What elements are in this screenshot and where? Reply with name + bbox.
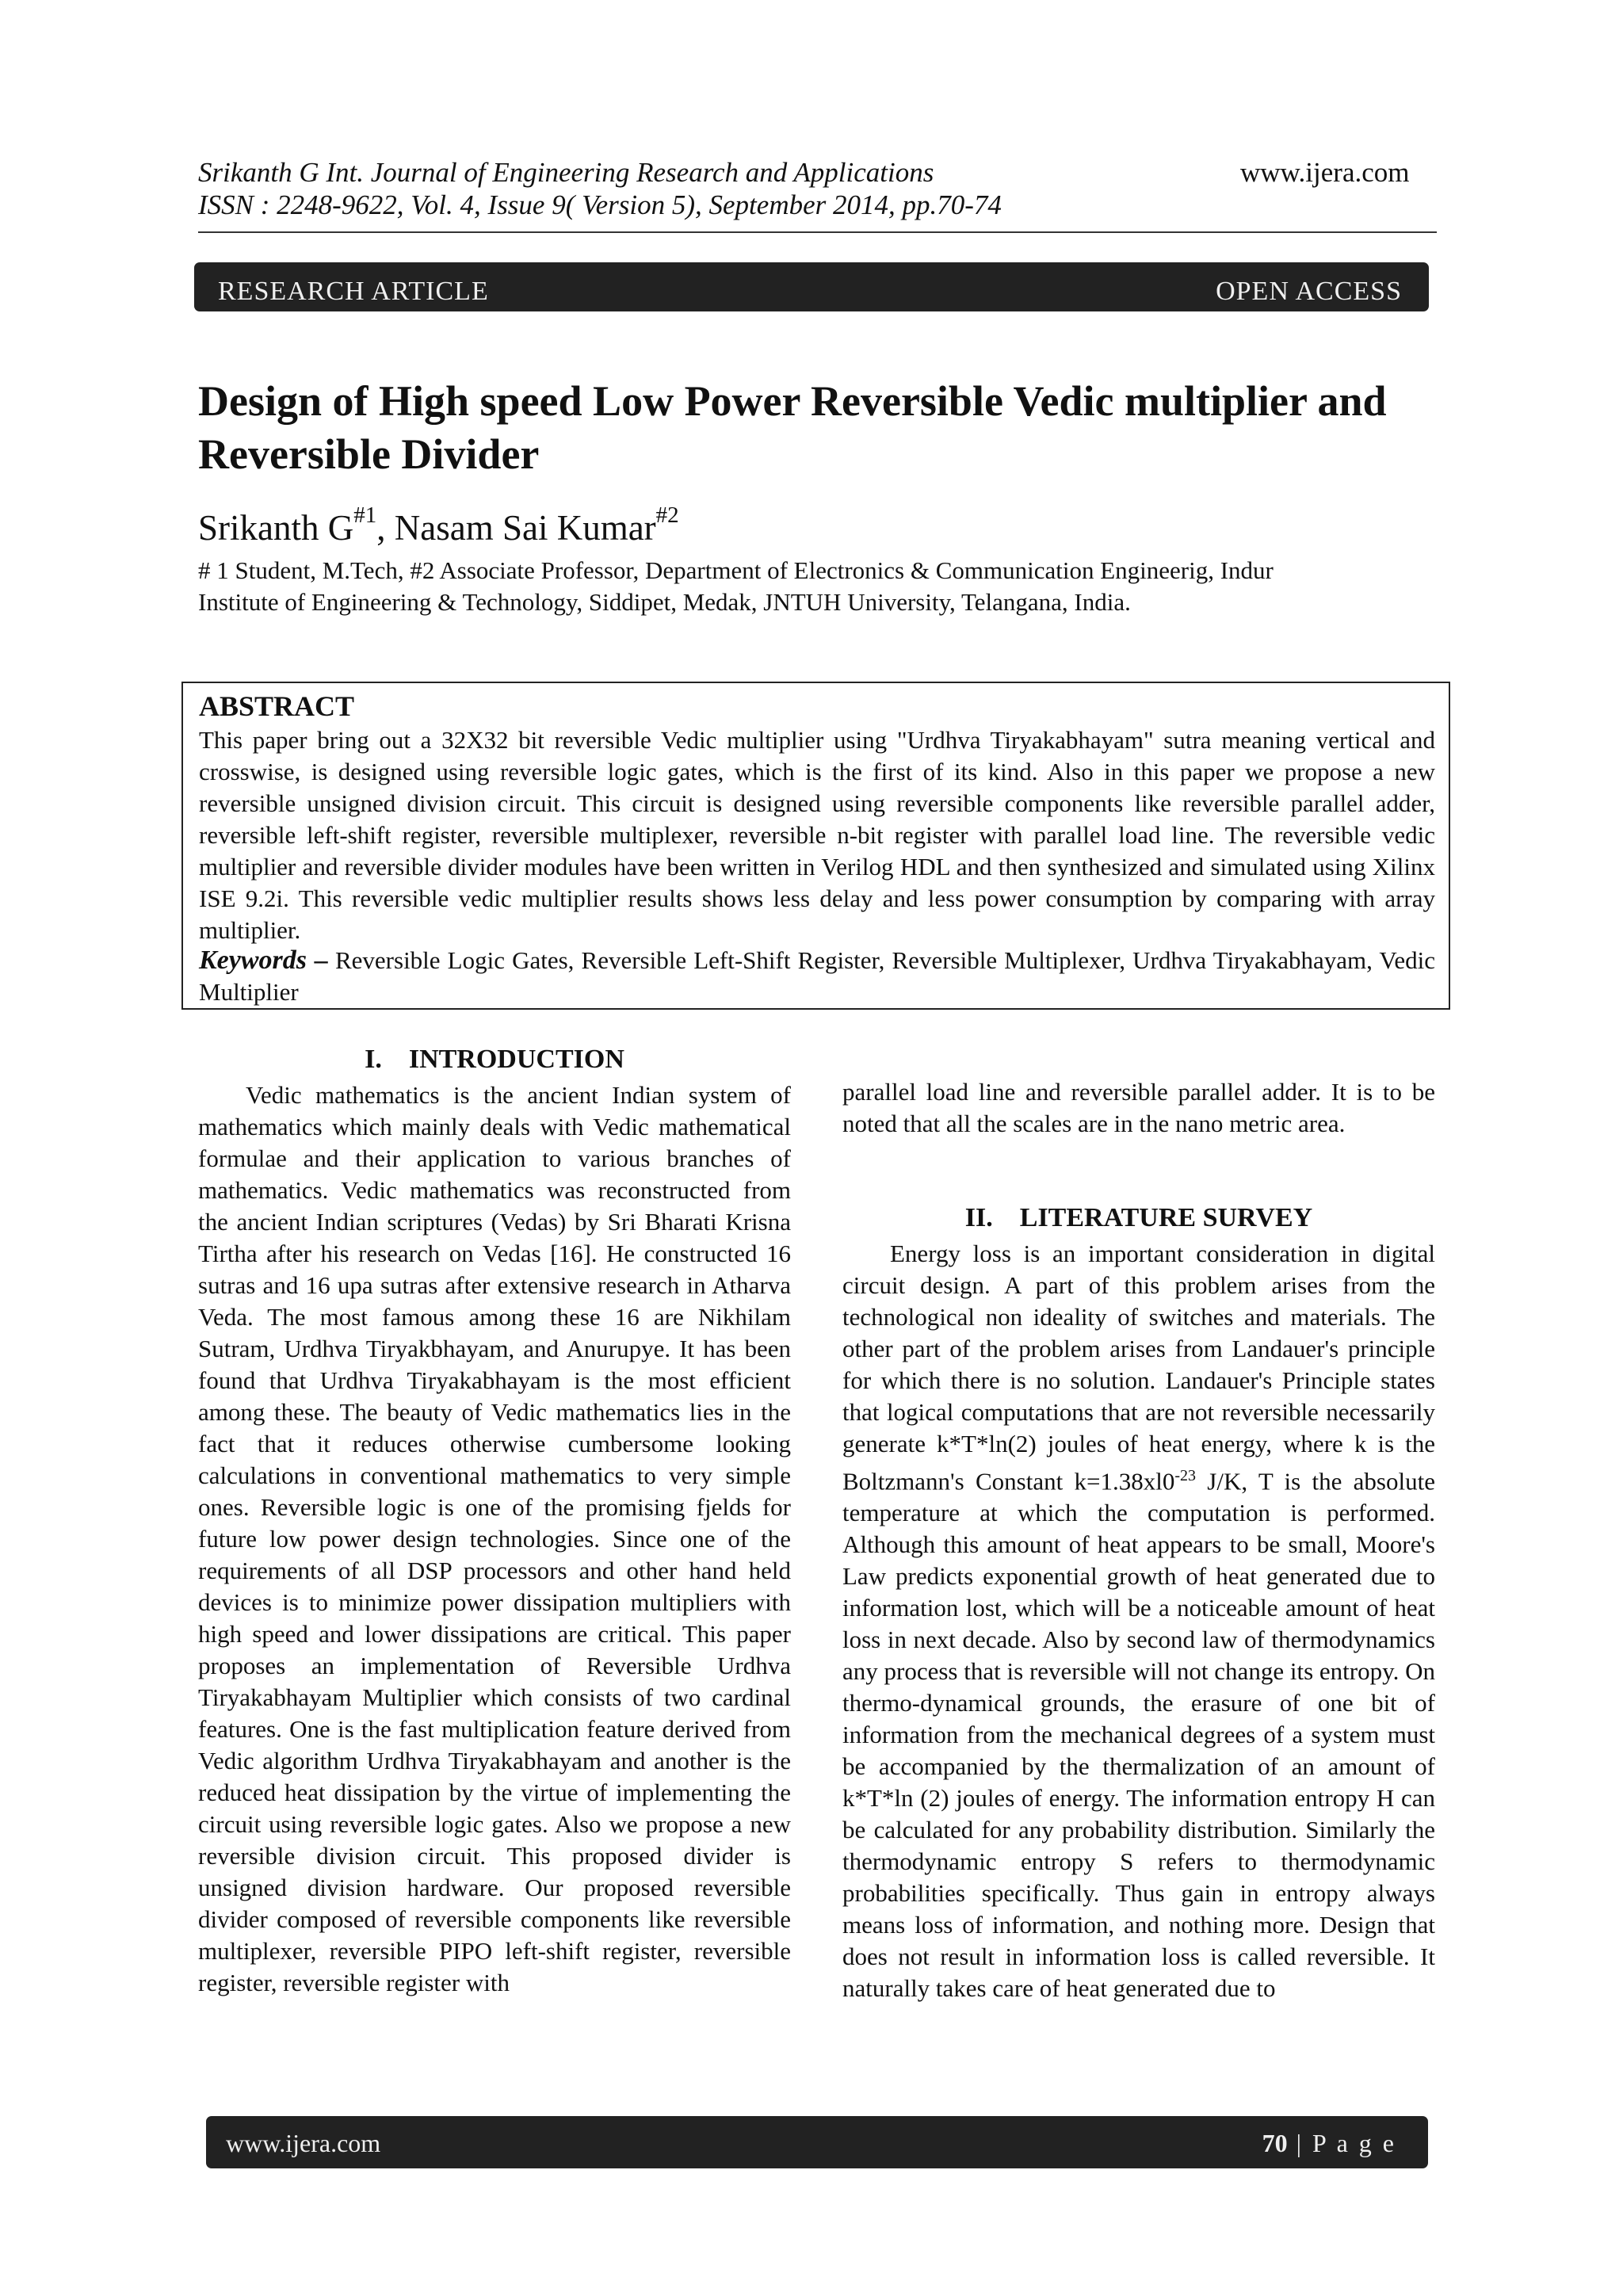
section2-heading bbox=[842, 1203, 1435, 1233]
footer-page bbox=[1262, 2129, 1396, 2158]
author-separator: , bbox=[376, 508, 395, 548]
authors bbox=[198, 502, 679, 548]
section1-title: INTRODUCTION bbox=[408, 1045, 624, 1074]
author-1: Srikanth G bbox=[198, 508, 354, 548]
header-rule bbox=[198, 231, 1437, 233]
footer-website[interactable]: www.ijera.com bbox=[226, 2129, 381, 2157]
issn-line: ISSN : 2248-9622, Vol. 4, Issue 9( Version 5), September 2014, pp.70-74 bbox=[198, 189, 1002, 220]
keywords-label: Keywords – bbox=[199, 946, 328, 975]
affiliation-line1: # 1 Student, M.Tech, #2 Associate Professor, Department of Electronics & Communication Engineerig, Indur bbox=[198, 556, 1274, 584]
page-footer bbox=[206, 2116, 1428, 2168]
abstract-text: This paper bring out a 32X32 bit reversible Vedic multiplier using "Urdhva Tiryakabhayam" sutra meaning vertical and crosswise, is designed using reversible logic gates, which is the first of its kind. Also in this paper we propose a new reversible unsigned division circuit. This circuit is designed using reversible components like reversible parallel adder, reversible left-shift register, reversible multiplexer, reversible n-bit register with parallel load line. The reversible vedic multiplier and reversible divider modules have been written in Verilog HDL and then synthesized and simulated using Xilinx ISE 9.2i. This reversible vedic multiplier results shows less delay and less power consumption by comparing with array multiplier. bbox=[199, 726, 1435, 944]
paper-title-line1: Design of High speed Low Power Reversible Vedic multiplier and bbox=[198, 377, 1387, 425]
section1-body: Vedic mathematics is the ancient Indian system of mathematics which mainly deals with Vedic mathematical formulae and their application to various branches of mathematics. Vedic mathematics was reconstructed from the ancient Indian scriptures (Vedas) by Sri Bharati Krisna Tirtha after his research on Vedas [16]. He constructed 16 sutras and 16 upa sutras after extensive research in Atharva Veda. The most famous among these 16 are Nikhilam Sutram, Urdhva Tiryakbhayam, and Anurupye. It has been found that Urdhva Tiryakabhayam is the most efficient among these. The beauty of Vedic mathematics lies in the fact that it reduces otherwise cumbersome looking calculations in conventional mathematics to very simple ones. Reversible logic is one of the promising fjelds for future low power design technologies. Since one of the requirements of all DSP processors and other hand held devices is to minimize power dissipation multipliers with high speed and lower dissipations are critical. This paper proposes an implementation of Reversible Urdhva Tiryakabhayam Multiplier which consists of two cardinal features. One is the fast multiplication feature derived from Vedic algorithm Urdhva Tiryakabhayam and another is the reduced heat dissipation by the virtue of implementing the circuit using reversible logic gates. Also we propose a new reversible division circuit. This proposed divider is unsigned division hardware. Our proposed reversible divider composed of reversible components like reversible multiplexer, reversible PIPO left-shift register, reversible register, reversible register with bbox=[198, 1081, 791, 1996]
section2-text-a: Energy loss is an important consideration in digital circuit design. A part of this problem arises from the technological non ideality of switches and materials. The other part of the problem arises from Landauer's principle for which there is no solution. Landauer's Principle states that logical computations that are not reversible necessarily generate k*T*ln(2) joules of heat energy, where k is the Boltzmann's Constant k=1.38xl0 bbox=[842, 1240, 1435, 1496]
keywords bbox=[199, 945, 1435, 1008]
author-2: Nasam Sai Kumar bbox=[394, 508, 656, 548]
keywords-text: Reversible Logic Gates, Reversible Left-Shift Register, Reversible Multiplexer, Urdhva Tiryakabhayam, Vedic Multiplier bbox=[199, 946, 1436, 1006]
section1-number: I. bbox=[365, 1045, 382, 1074]
abstract-heading: ABSTRACT bbox=[199, 690, 355, 722]
page-number: 70 bbox=[1262, 2129, 1288, 2157]
section2-exponent: -23 bbox=[1174, 1467, 1197, 1484]
section1-heading bbox=[198, 1045, 791, 1075]
research-article-label: RESEARCH ARTICLE bbox=[218, 277, 489, 306]
abstract-box bbox=[181, 682, 1450, 1010]
section2-number: II. bbox=[964, 1203, 993, 1232]
page-label: | P a g e bbox=[1287, 2129, 1396, 2157]
paper-title-line2: Reversible Divider bbox=[198, 430, 540, 478]
header-website[interactable]: www.ijera.com bbox=[1240, 157, 1410, 188]
section2-title: LITERATURE SURVEY bbox=[1019, 1203, 1313, 1232]
section1-continuation: parallel load line and reversible parallel adder. It is to be noted that all the scales are in the nano metric area. bbox=[842, 1078, 1435, 1137]
section2-text-b: J/K, T is the absolute temperature at which the computation is performed. Although this amount of heat appears to be small, Moore's Law predicts exponential growth of heat generated due to information lost, which will be a noticeable amount of heat loss in next decade. Also by second law of thermodynamics any process that is reversible will not change its entropy. On thermo-dynamical grounds, the erasure of one bit of information from the mechanical degrees of a system must be accompanied by the thermalization of an amount of k*T*ln (2) joules of energy. The information entropy H can be calculated for any probability distribution. Similarly the thermodynamic entropy S refers to thermodynamic probabilities specifically. Thus gain in entropy always means loss of information, and nothing more. Design that does not result in information loss is called reversible. It naturally takes care of heat generated due to bbox=[842, 1467, 1435, 2003]
article-banner bbox=[194, 262, 1429, 311]
open-access-label: OPEN ACCESS bbox=[1216, 277, 1402, 306]
author-2-sup: #2 bbox=[655, 502, 679, 528]
affiliation-line2: Institute of Engineering & Technology, Siddipet, Medak, JNTUH University, Telangana, India. bbox=[198, 588, 1131, 616]
section2-body bbox=[842, 1238, 1435, 2004]
journal-line: Srikanth G Int. Journal of Engineering Research and Applications bbox=[198, 157, 934, 188]
author-1-sup: #1 bbox=[353, 502, 377, 528]
